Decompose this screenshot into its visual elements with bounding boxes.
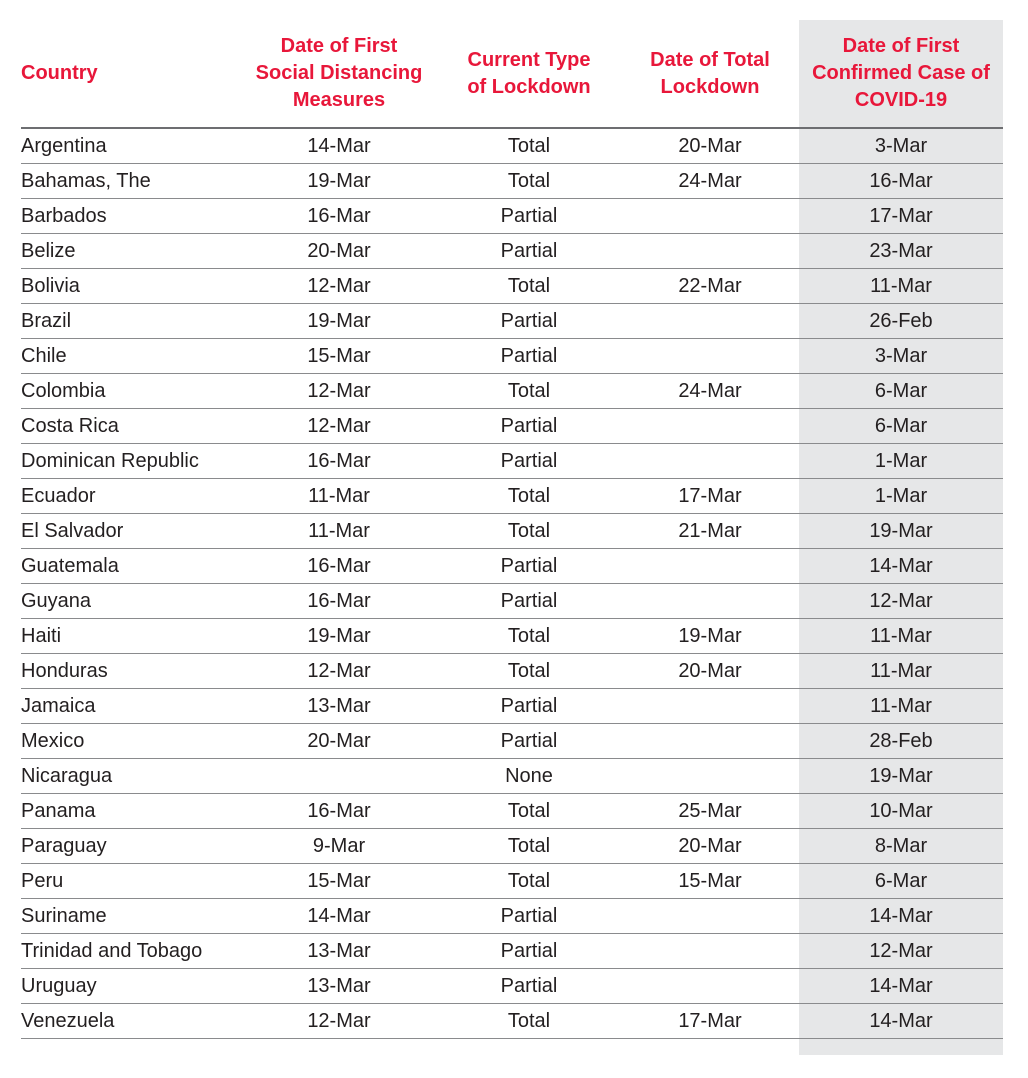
cell-total-lockdown-date: 15-Mar <box>621 864 799 899</box>
cell-lockdown-type: Partial <box>437 339 621 374</box>
cell-lockdown-type: Total <box>437 514 621 549</box>
cell-first-confirmed-case: 11-Mar <box>799 689 1003 724</box>
header-line: Date of First <box>842 35 960 57</box>
covid-lockdown-table <box>21 20 1003 1039</box>
table-row <box>21 654 1003 689</box>
header-line: COVID-19 <box>854 89 948 111</box>
cell-first-confirmed-case: 12-Mar <box>799 934 1003 969</box>
cell-country: Brazil <box>21 304 241 339</box>
cell-lockdown-type: Partial <box>437 584 621 619</box>
cell-lockdown-type: Partial <box>437 444 621 479</box>
cell-total-lockdown-date: 19-Mar <box>621 619 799 654</box>
column-header-first-confirmed-case <box>799 20 1003 128</box>
cell-country: Honduras <box>21 654 241 689</box>
cell-first-confirmed-case: 14-Mar <box>799 549 1003 584</box>
cell-country: Barbados <box>21 199 241 234</box>
cell-country: Haiti <box>21 619 241 654</box>
cell-first-confirmed-case: 28-Feb <box>799 724 1003 759</box>
table-row <box>21 934 1003 969</box>
table-row <box>21 724 1003 759</box>
cell-country: Trinidad and Tobago <box>21 934 241 969</box>
header-line: Current Type <box>467 48 591 71</box>
cell-first-confirmed-case: 17-Mar <box>799 199 1003 234</box>
cell-first-social-distancing: 9-Mar <box>241 829 437 864</box>
cell-total-lockdown-date <box>621 304 799 339</box>
table-row <box>21 864 1003 899</box>
cell-country: Jamaica <box>21 689 241 724</box>
table-body <box>21 128 1003 1039</box>
cell-country: Argentina <box>21 128 241 164</box>
table-row <box>21 549 1003 584</box>
cell-lockdown-type: Partial <box>437 409 621 444</box>
cell-total-lockdown-date <box>621 724 799 759</box>
header-line: Measures <box>292 89 386 111</box>
cell-country: Bolivia <box>21 269 241 304</box>
cell-first-social-distancing: 13-Mar <box>241 689 437 724</box>
cell-lockdown-type: Partial <box>437 969 621 1004</box>
cell-country: Costa Rica <box>21 409 241 444</box>
table-row <box>21 479 1003 514</box>
table-row <box>21 969 1003 1004</box>
header-line: Date of Total <box>650 48 770 71</box>
table-row <box>21 794 1003 829</box>
cell-total-lockdown-date <box>621 759 799 794</box>
cell-country: Guyana <box>21 584 241 619</box>
cell-first-social-distancing: 15-Mar <box>241 339 437 374</box>
table-row <box>21 199 1003 234</box>
table-row <box>21 689 1003 724</box>
cell-lockdown-type: Total <box>437 479 621 514</box>
cell-lockdown-type: Total <box>437 619 621 654</box>
cell-country: Dominican Republic <box>21 444 241 479</box>
cell-first-social-distancing: 13-Mar <box>241 934 437 969</box>
cell-total-lockdown-date <box>621 444 799 479</box>
cell-first-confirmed-case: 11-Mar <box>799 654 1003 689</box>
cell-first-social-distancing: 16-Mar <box>241 444 437 479</box>
header-line: of Lockdown <box>467 75 591 98</box>
cell-first-confirmed-case: 6-Mar <box>799 864 1003 899</box>
cell-country: Guatemala <box>21 549 241 584</box>
cell-lockdown-type: Total <box>437 829 621 864</box>
table-row <box>21 619 1003 654</box>
table-row <box>21 759 1003 794</box>
cell-lockdown-type: Total <box>437 864 621 899</box>
cell-first-confirmed-case: 11-Mar <box>799 269 1003 304</box>
cell-first-social-distancing: 12-Mar <box>241 1004 437 1039</box>
cell-total-lockdown-date <box>621 549 799 584</box>
cell-country: Ecuador <box>21 479 241 514</box>
cell-lockdown-type: None <box>437 759 621 794</box>
cell-lockdown-type: Total <box>437 374 621 409</box>
cell-total-lockdown-date <box>621 689 799 724</box>
cell-lockdown-type: Total <box>437 128 621 164</box>
column-header-country <box>21 20 241 128</box>
cell-first-social-distancing: 12-Mar <box>241 409 437 444</box>
cell-first-social-distancing: 19-Mar <box>241 619 437 654</box>
table-row <box>21 128 1003 164</box>
table-row <box>21 234 1003 269</box>
cell-country: Uruguay <box>21 969 241 1004</box>
cell-total-lockdown-date <box>621 969 799 1004</box>
cell-lockdown-type: Total <box>437 1004 621 1039</box>
cell-first-confirmed-case: 14-Mar <box>799 1004 1003 1039</box>
cell-total-lockdown-date: 24-Mar <box>621 164 799 199</box>
cell-first-confirmed-case: 23-Mar <box>799 234 1003 269</box>
header-line: Country <box>21 62 98 84</box>
cell-country: Venezuela <box>21 1004 241 1039</box>
cell-country: Colombia <box>21 374 241 409</box>
header-line: Lockdown <box>660 75 760 98</box>
cell-first-social-distancing: 19-Mar <box>241 304 437 339</box>
column-header-first-social-distancing <box>241 20 437 128</box>
cell-lockdown-type: Partial <box>437 689 621 724</box>
cell-total-lockdown-date <box>621 339 799 374</box>
table-row <box>21 899 1003 934</box>
cell-total-lockdown-date: 21-Mar <box>621 514 799 549</box>
cell-country: Peru <box>21 864 241 899</box>
cell-first-social-distancing: 13-Mar <box>241 969 437 1004</box>
table-row <box>21 409 1003 444</box>
table-row <box>21 829 1003 864</box>
cell-total-lockdown-date <box>621 409 799 444</box>
cell-total-lockdown-date: 24-Mar <box>621 374 799 409</box>
cell-first-social-distancing: 14-Mar <box>241 899 437 934</box>
cell-lockdown-type: Partial <box>437 199 621 234</box>
cell-first-confirmed-case: 26-Feb <box>799 304 1003 339</box>
cell-total-lockdown-date <box>621 234 799 269</box>
cell-total-lockdown-date <box>621 899 799 934</box>
cell-lockdown-type: Partial <box>437 304 621 339</box>
cell-country: Suriname <box>21 899 241 934</box>
cell-lockdown-type: Total <box>437 654 621 689</box>
cell-first-social-distancing: 12-Mar <box>241 654 437 689</box>
cell-total-lockdown-date: 25-Mar <box>621 794 799 829</box>
cell-first-confirmed-case: 3-Mar <box>799 128 1003 164</box>
table-row <box>21 374 1003 409</box>
cell-first-social-distancing: 16-Mar <box>241 199 437 234</box>
table-row <box>21 304 1003 339</box>
cell-first-social-distancing: 20-Mar <box>241 724 437 759</box>
header-line: Date of First <box>280 35 398 57</box>
cell-first-social-distancing: 15-Mar <box>241 864 437 899</box>
cell-first-social-distancing: 11-Mar <box>241 479 437 514</box>
table-row <box>21 584 1003 619</box>
cell-first-confirmed-case: 6-Mar <box>799 374 1003 409</box>
cell-country: Bahamas, The <box>21 164 241 199</box>
cell-first-social-distancing: 19-Mar <box>241 164 437 199</box>
cell-lockdown-type: Partial <box>437 899 621 934</box>
cell-country: Panama <box>21 794 241 829</box>
cell-country: Belize <box>21 234 241 269</box>
cell-lockdown-type: Partial <box>437 934 621 969</box>
cell-first-social-distancing: 14-Mar <box>241 128 437 164</box>
cell-first-social-distancing: 16-Mar <box>241 549 437 584</box>
cell-total-lockdown-date: 17-Mar <box>621 1004 799 1039</box>
cell-lockdown-type: Partial <box>437 724 621 759</box>
cell-total-lockdown-date <box>621 584 799 619</box>
table-row <box>21 1004 1003 1039</box>
column-header-total-lockdown-date <box>621 20 799 128</box>
cell-total-lockdown-date: 22-Mar <box>621 269 799 304</box>
column-header-lockdown-type <box>437 20 621 128</box>
cell-total-lockdown-date <box>621 934 799 969</box>
cell-first-confirmed-case: 19-Mar <box>799 759 1003 794</box>
table-row <box>21 269 1003 304</box>
cell-country: Chile <box>21 339 241 374</box>
cell-lockdown-type: Partial <box>437 234 621 269</box>
cell-first-social-distancing <box>241 759 437 794</box>
cell-country: Mexico <box>21 724 241 759</box>
cell-first-confirmed-case: 16-Mar <box>799 164 1003 199</box>
cell-first-social-distancing: 12-Mar <box>241 374 437 409</box>
cell-total-lockdown-date <box>621 199 799 234</box>
cell-first-confirmed-case: 1-Mar <box>799 444 1003 479</box>
cell-first-confirmed-case: 14-Mar <box>799 969 1003 1004</box>
cell-first-confirmed-case: 8-Mar <box>799 829 1003 864</box>
cell-first-confirmed-case: 14-Mar <box>799 899 1003 934</box>
table-row <box>21 444 1003 479</box>
cell-first-confirmed-case: 12-Mar <box>799 584 1003 619</box>
header-line: Confirmed Case of <box>812 62 990 84</box>
cell-first-social-distancing: 11-Mar <box>241 514 437 549</box>
cell-first-confirmed-case: 3-Mar <box>799 339 1003 374</box>
cell-first-social-distancing: 20-Mar <box>241 234 437 269</box>
cell-first-confirmed-case: 11-Mar <box>799 619 1003 654</box>
cell-country: Paraguay <box>21 829 241 864</box>
cell-first-confirmed-case: 19-Mar <box>799 514 1003 549</box>
cell-lockdown-type: Total <box>437 164 621 199</box>
cell-lockdown-type: Total <box>437 269 621 304</box>
cell-lockdown-type: Partial <box>437 549 621 584</box>
cell-total-lockdown-date: 17-Mar <box>621 479 799 514</box>
cell-first-confirmed-case: 6-Mar <box>799 409 1003 444</box>
cell-first-confirmed-case: 1-Mar <box>799 479 1003 514</box>
cell-total-lockdown-date: 20-Mar <box>621 829 799 864</box>
cell-country: Nicaragua <box>21 759 241 794</box>
cell-first-confirmed-case: 10-Mar <box>799 794 1003 829</box>
table-row <box>21 339 1003 374</box>
cell-country: El Salvador <box>21 514 241 549</box>
cell-total-lockdown-date: 20-Mar <box>621 654 799 689</box>
header-line: Social Distancing <box>255 62 423 84</box>
cell-total-lockdown-date: 20-Mar <box>621 128 799 164</box>
cell-first-social-distancing: 16-Mar <box>241 794 437 829</box>
cell-first-social-distancing: 12-Mar <box>241 269 437 304</box>
header-row <box>21 20 1003 128</box>
table-row <box>21 514 1003 549</box>
cell-first-social-distancing: 16-Mar <box>241 584 437 619</box>
table-row <box>21 164 1003 199</box>
cell-lockdown-type: Total <box>437 794 621 829</box>
